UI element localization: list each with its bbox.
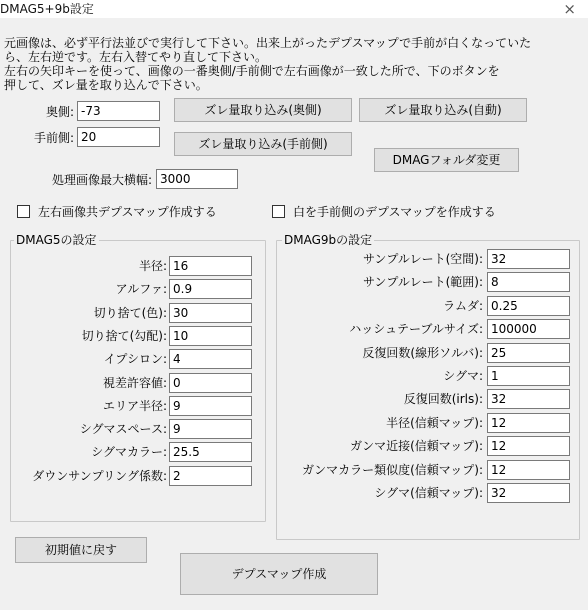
instruction-line: ら、左右逆です。左右入替てやり直して下さい。 [4,50,268,64]
dmag9b-field-label: サンプルレート(空間): [362,252,483,266]
dmag5-group-title: DMAG5の設定 [16,233,97,247]
dmag5-field-input[interactable] [169,326,252,346]
dmag5-field-input[interactable] [169,303,252,323]
dmag5-field-label: ダウンサンプリング係数: [32,468,167,483]
change-dmag-folder-button[interactable]: DMAGフォルダ変更 [374,148,519,172]
reset-defaults-button[interactable]: 初期値に戻す [15,537,147,563]
dmag5-field-input[interactable] [169,256,252,276]
close-icon[interactable]: × [563,0,576,18]
dmag5-field-input[interactable] [169,419,252,439]
dmag5-field-input[interactable] [169,442,252,462]
front-offset-label: 手前側: [33,131,74,145]
dmag5-field-label: イプシロン: [103,352,167,367]
dmag9b-field-label: ハッシュテーブルサイズ: [349,322,483,337]
dmag5-field-input[interactable] [169,396,252,416]
checkbox-box[interactable] [17,205,30,218]
instruction-line: 元画像は、必ず平行法並びで実行して下さい。出来上がったデプスマップで手前が白くなっていた [4,36,532,50]
dmag9b-field-label: 反復回数(線形ソルバ): [362,345,483,360]
dmag5-field-label: 切り捨て(勾配): [81,328,167,343]
window-title: DMAG5+9b設定 [0,2,94,16]
dmag5-field-input[interactable] [169,279,252,299]
dmag9b-field-label: 半径(信頼マップ): [386,415,483,430]
white-front-checkbox[interactable] [272,202,496,220]
create-depthmap-button[interactable]: デプスマップ作成 [180,553,378,595]
dmag5-field-label: シグマカラー: [91,445,167,460]
front-offset-input[interactable] [77,127,160,147]
dmag5-field-label: 視差許容値: [102,375,167,390]
dmag9b-field-label: シグマ: [443,369,483,383]
dmag9b-field-input[interactable] [487,296,570,316]
dmag5-field-label: アルファ: [115,282,167,297]
dmag9b-field-input[interactable] [487,343,570,363]
dmag9b-field-input[interactable] [487,413,570,433]
instructions-text [4,36,584,92]
both-depthmaps-checkbox[interactable] [17,202,217,220]
dmag9b-field-input[interactable] [487,272,570,292]
dmag5-field-input[interactable] [169,466,252,486]
white-front-label: 白を手前側のデプスマップを作成する [293,204,496,219]
dmag9b-field-input[interactable] [487,483,570,503]
checkbox-box[interactable] [272,205,285,218]
dmag9b-field-input[interactable] [487,319,570,339]
dmag5-field-label: シグマスペース: [79,422,167,437]
dmag9b-field-label: ラムダ: [443,298,483,313]
max-width-input[interactable] [156,169,238,189]
dmag9b-field-label: サンプルレート(範囲): [362,275,483,290]
dmag9b-field-input[interactable] [487,436,570,456]
dmag9b-field-input[interactable] [487,389,570,409]
dmag9b-field-input[interactable] [487,249,570,269]
dmag9b-group-title: DMAG9bの設定 [284,233,373,247]
dmag9b-field-label: ガンマカラー類似度(信頼マップ): [302,462,483,477]
dmag5-field-input[interactable] [169,349,252,369]
instruction-line: 左右の矢印キーを使って、画像の一番奥側/手前側で左右画像が一致した所で、下のボタンを [4,64,500,78]
dmag9b-field-label: ガンマ近接(信頼マップ): [350,439,483,454]
dmag9b-field-label: 反復回数(irls): [403,392,483,407]
capture-back-offset-button[interactable]: ズレ量取り込み(奥側) [174,98,352,122]
dmag5-field-label: 切り捨て(色): [93,305,167,320]
dmag5-field-label: エリア半径: [102,398,167,413]
back-offset-label: 奥側: [45,105,74,119]
dmag5-field-label: 半径: [138,259,167,273]
dmag5-field-input[interactable] [169,373,252,393]
dmag9b-field-label: シグマ(信頼マップ): [374,486,483,500]
both-depthmaps-label: 左右画像共デプスマップ作成する [38,204,217,219]
dmag9b-field-input[interactable] [487,366,570,386]
title-bar [0,0,588,18]
capture-front-offset-button[interactable]: ズレ量取り込み(手前側) [174,132,352,156]
instruction-line: 押して、ズレ量を取り込んで下さい。 [4,78,208,92]
max-width-label: 処理画像最大横幅: [51,173,152,187]
capture-auto-offset-button[interactable]: ズレ量取り込み(自動) [359,98,527,122]
back-offset-input[interactable] [77,101,160,121]
dmag9b-field-input[interactable] [487,460,570,480]
